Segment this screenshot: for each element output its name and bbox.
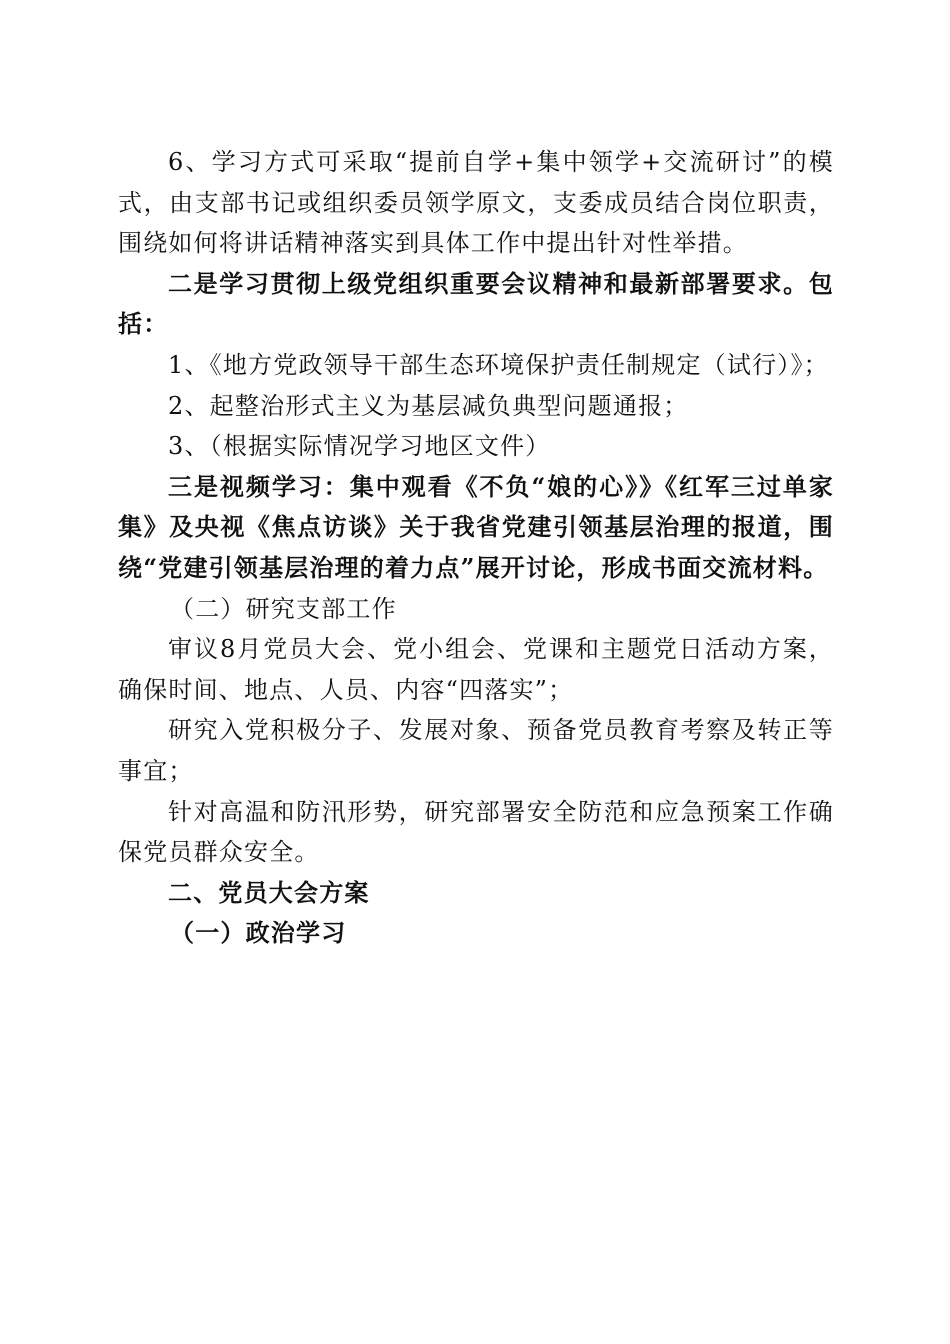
list-item-formalism-notice: 2、起整治形式主义为基层减负典型问题通报； (168, 391, 689, 420)
list-item-ecology-regulation: 1、《地方党政领导干部生态环境保护责任制规定（试行）》； (168, 350, 829, 379)
paragraph-video-study: 三是视频学习：集中观看《不负“娘的心》》《红军三过单家集》及央视《焦点访谈》关于我省党建引领基层治理的报道，围绕“党建引领基层治理的着力点”展开讨论，形成书面交流材料。 (118, 471, 834, 582)
subheading-branch-work: （二）研究支部工作 (170, 594, 397, 623)
paragraph-member-development: 研究入党积极分子、发展对象、预备党员教育考察及转正等事宜； (118, 716, 834, 785)
paragraph-second-study-item: 二是学习贯彻上级党组织重要会议精神和最新部署要求。包括： (118, 268, 834, 339)
paragraph-study-method: 6、学习方式可采取“提前自学+集中领学+交流研讨”的模式，由支部书记或组织委员领学原文，支委成员结合岗位职责，围绕如何将讲话精神落实到具体工作中提出针对性举措。 (118, 148, 834, 258)
document-body (118, 142, 834, 954)
paragraph-safety-work: 针对高温和防汛形势，研究部署安全防范和应急预案工作确保党员群众安全。 (118, 797, 834, 867)
list-item-regional-documents: 3、（根据实际情况学习地区文件） (168, 432, 551, 461)
subheading-political-study: （一）政治学习 (170, 919, 347, 948)
section-heading-member-meeting: 二、党员大会方案 (168, 878, 370, 907)
paragraph-review-plans: 审议8月党员大会、党小组会、党课和主题党日活动方案，确保时间、地点、人员、内容“四落实”； (118, 635, 834, 704)
